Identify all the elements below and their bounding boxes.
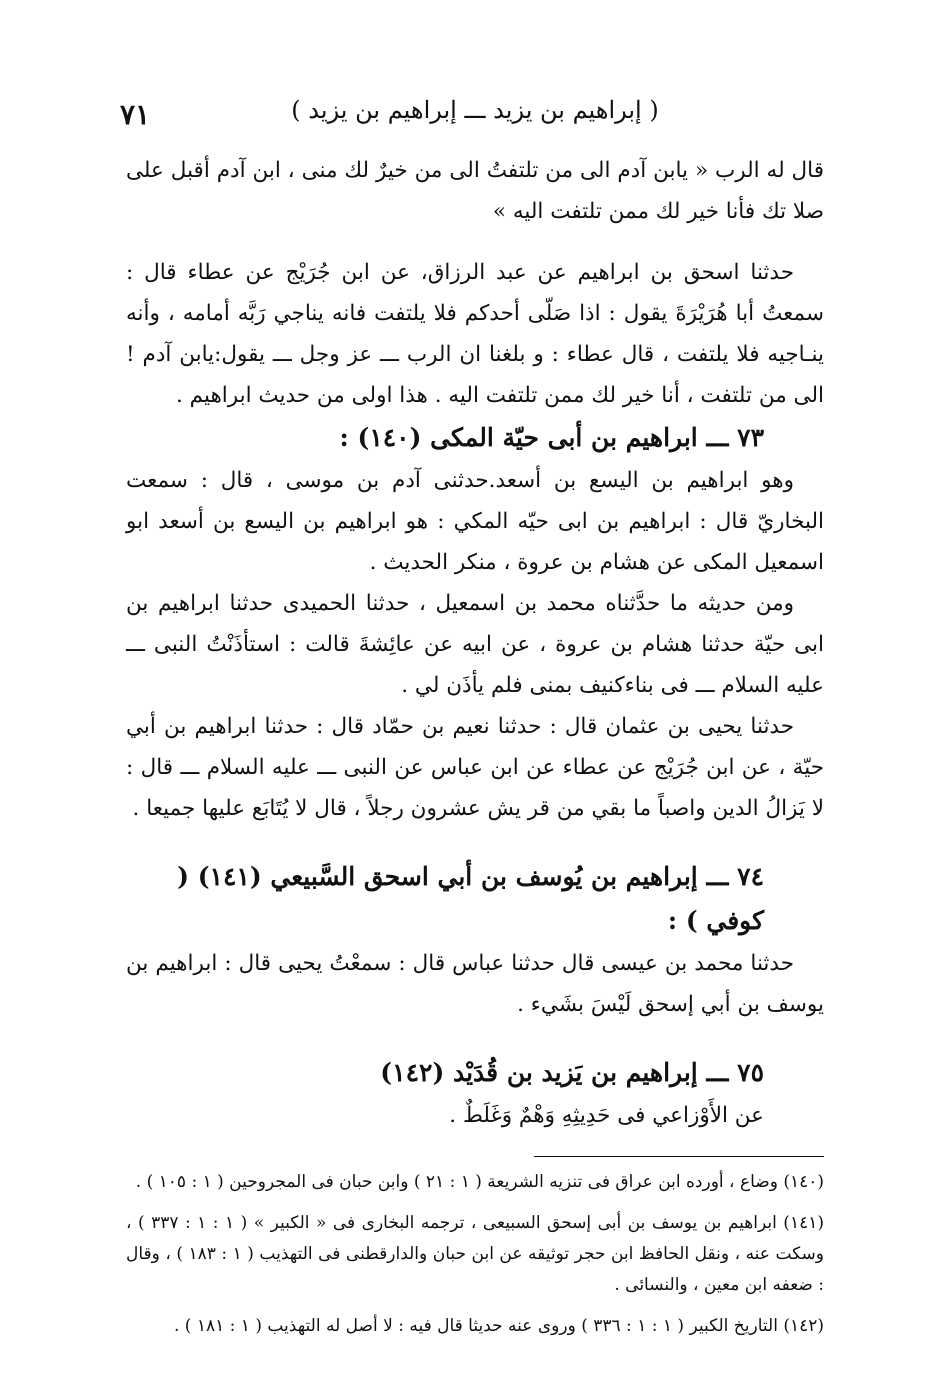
footnote-141: (١٤١) ابراهيم بن يوسف بن أبى إسحق السبيعى ، ترجمه البخارى فى « الكبير » ( ١ : ١ : ٣٣٧ ) ، وسكت عنه ، ونقل الحافظ ابن حجر توثيقه عن ابن حبان والدارقطنى فى التهذيب ( ١ : ١٨٣ ) ، وقال : ضعفه ابن معين ، والنسائى . <box>126 1213 824 1295</box>
running-title: ( إبراهيم بن يزيد ـــ إبراهيم بن يزيد ) <box>291 96 659 124</box>
paragraph-5: حدثنا يحيى بن عثمان قال : حدثنا نعيم بن حمّاد قال : حدثنا ابراهيم بن أبي حيّة ، عن ابن جُرَيْج عن عطاء عن ابن عباس عن النبى ـــ عليه السلام ـــ قال : لا يَزالُ الدين واصباً ما بقي من قر يش عشرون رجلاً ، قال لا يُتَابَع عليها جميعا . <box>126 714 824 821</box>
footnotes <box>126 1167 824 1342</box>
page-header <box>120 92 824 142</box>
paragraph-4: ومن حديثه ما حدَّثناه محمد بن اسمعيل ، حدثنا الحميدى حدثنا ابراهيم بن ابى حيّة حدثنا هشام بن عروة ، عن ابيه عن عائِشةَ قالت : استأذَنْتُ النبى ـــ عليه السلام ـــ فى بناءكنيف بمنى فلم يأذَن لي . <box>126 591 824 698</box>
entry-75-heading: ٧٥ ـــ إبراهيم بن يَزيد بن قُدَيْد (١٤٢) <box>380 1058 764 1087</box>
entry-75-block <box>126 1051 824 1136</box>
entry-74-heading: ٧٤ ـــ إبراهيم بن يُوسف بن أبي اسحق السَّبيعي (١٤١) ( كوفي ) : <box>177 862 764 935</box>
paragraph-3: وهو ابراهيم بن اليسع بن أسعد.حدثنى آدم بن موسى ، قال : سمعت البخاريّ قال : ابراهيم بن ابى حيّه المكي : هو ابراهيم بن اليسع بن أسعد ابو اسمعيل المكى عن هشام بن عروة ، منكر الحديث . <box>126 468 824 575</box>
entry-73-heading: ٧٣ ـــ ابراهيم بن أبى حيّة المكى (١٤٠) : <box>339 423 764 452</box>
paragraph-6: حدثنا محمد بن عيسى قال حدثنا عباس قال : سمعْتُ يحيى قال : ابراهيم بن يوسف بن أبي إسحق لَيْسَ بشَيء . <box>126 951 824 1017</box>
page-number: ٧١ <box>120 98 151 131</box>
paragraph-2: حدثنا اسحق بن ابراهيم عن عبد الرزاق، عن ابن جُرَيْج عن عطاء قال : سمعتُ أبا هُرَيْرَةَ يقول : اذا صَلّى أحدكم فلا يلتفت فانه يناجي رَبَّه أمامه ، وأنه ينـاجيه فلا يلتفت ، قال عطاء : و بلغنا ان الرب ـــ عز وجل ـــ يقول:يابن آدم ! الى من تلتفت ، أنا خير لك ممن تلتفت اليه . هذا اولى من حديث ابراهيم . <box>126 260 824 408</box>
paragraph-1: قال له الرب « يابن آدم الى من تلتفتُ الى من خيرٌ لك منى ، ابن آدم أقبل على صلا تك فأنا خير لك ممن تلتفت اليه » <box>126 158 824 224</box>
footnote-140: (١٤٠) وضاع ، أورده ابن عراق فى تنزيه الشريعة ( ١ : ٢١ ) وابن حبان فى المجروحين ( ١ : ١٠٥ ) . <box>135 1172 824 1192</box>
footnote-divider <box>534 1156 824 1157</box>
paragraph-7: عن الأَوْزاعي فى حَدِيثِهِ وَهْمٌ وَغَلَطٌ . <box>449 1103 764 1128</box>
footnote-142: (١٤٢) التاريخ الكبير ( ١ : ١ : ٣٣٦ ) وروى عنه حديثا قال فيه : لا أصل له التهذيب ( ١ : ١٨١ ) . <box>173 1316 824 1336</box>
